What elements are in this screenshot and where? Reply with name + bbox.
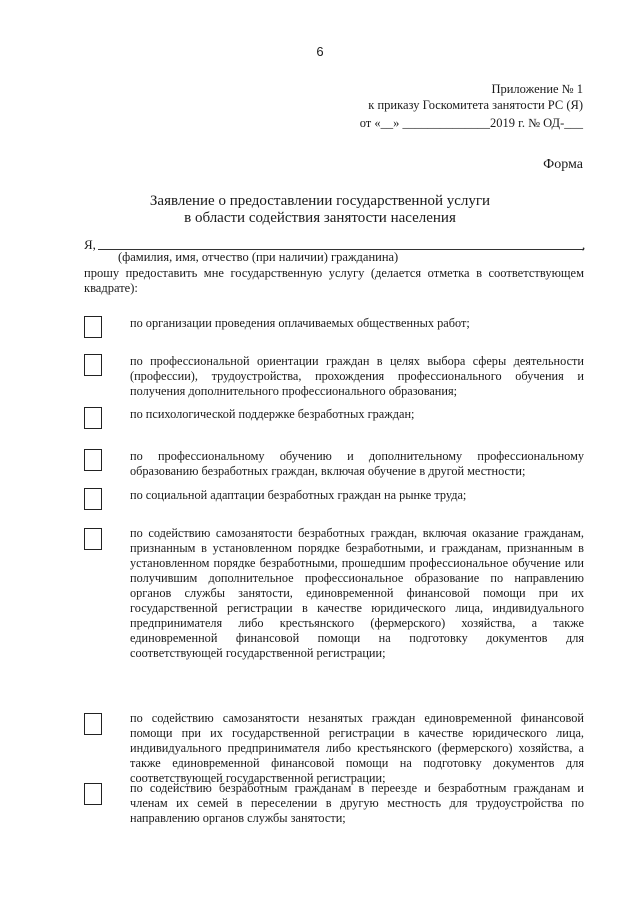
- checkbox-8[interactable]: [84, 783, 102, 805]
- service-option-8-text: по содействию безработным гражданам в переезде и безработным гражданам и членам их семей в переселении в другую местность для трудоустройства по направлению органов службы занятости;: [130, 781, 584, 825]
- appendix-line-2: к приказу Госкомитета занятости РС (Я): [368, 98, 583, 112]
- intro-text: прошу предоставить мне государственную услугу (делается отметка в соответствующем квадрате):: [84, 266, 584, 295]
- form-label: Форма: [543, 157, 583, 172]
- service-option-6-text: по содействию самозанятости безработных граждан, включая оказание гражданам, признанным в установленном порядке безработными, и гражданам, признанным в установленном порядке безработными, прошедшим профессиональное обучение или получившим дополнительное профессиональное образование по направлению органов службы занятости, единовременной финансовой помощи при их государственной регистрации в качестве юридического лица, индивидуального предпринимателя либо крестьянского (фермерского) хозяйства, а также единовременной финансовой помощи на подготовку документов для соответствующей государственной регистрации;: [130, 526, 584, 660]
- service-option-4-text: по профессиональному обучению и дополнительному профессиональному образованию безработных граждан, включая обучение в другой местности;: [130, 449, 584, 478]
- checkbox-5[interactable]: [84, 488, 102, 510]
- checkbox-4[interactable]: [84, 449, 102, 471]
- service-option-5-text: по социальной адаптации безработных граждан на рынке труда;: [130, 488, 467, 502]
- applicant-caption: (фамилия, имя, отчество (при наличии) гражданина): [118, 250, 399, 264]
- service-option-3-text: по психологической поддержке безработных граждан;: [130, 407, 415, 421]
- service-option-1-text: по организации проведения оплачиваемых общественных работ;: [130, 316, 470, 330]
- title-line-1: Заявление о предоставлении государственной услуги: [149, 193, 491, 209]
- service-option-2-text: по профессиональной ориентации граждан в целях выбора сферы деятельности (профессии), трудоустройства, прохождения профессионального обучения и получения дополнительного профессионального образования;: [130, 354, 584, 398]
- appendix-line-1: Приложение № 1: [491, 82, 583, 96]
- appendix-line-3: от «__» ______________2019 г. № ОД-___: [359, 116, 583, 130]
- applicant-trailing-comma: ,: [582, 237, 586, 252]
- title-line-2: в области содействия занятости населения: [184, 210, 456, 226]
- service-option-7-text: по содействию самозанятости незанятых граждан единовременной финансовой помощи при их государственной регистрации в качестве юридического лица, индивидуального предпринимателя либо крестьянского (фермерского) хозяйства, а также единовременной финансовой помощи на подготовку документов для соответствующей государственной регистрации;: [130, 711, 584, 785]
- page-number: 6: [316, 44, 324, 59]
- checkbox-1[interactable]: [84, 316, 102, 338]
- checkbox-2[interactable]: [84, 354, 102, 376]
- applicant-prefix: Я,: [84, 237, 96, 252]
- checkbox-3[interactable]: [84, 407, 102, 429]
- checkbox-6[interactable]: [84, 528, 102, 550]
- checkbox-7[interactable]: [84, 713, 102, 735]
